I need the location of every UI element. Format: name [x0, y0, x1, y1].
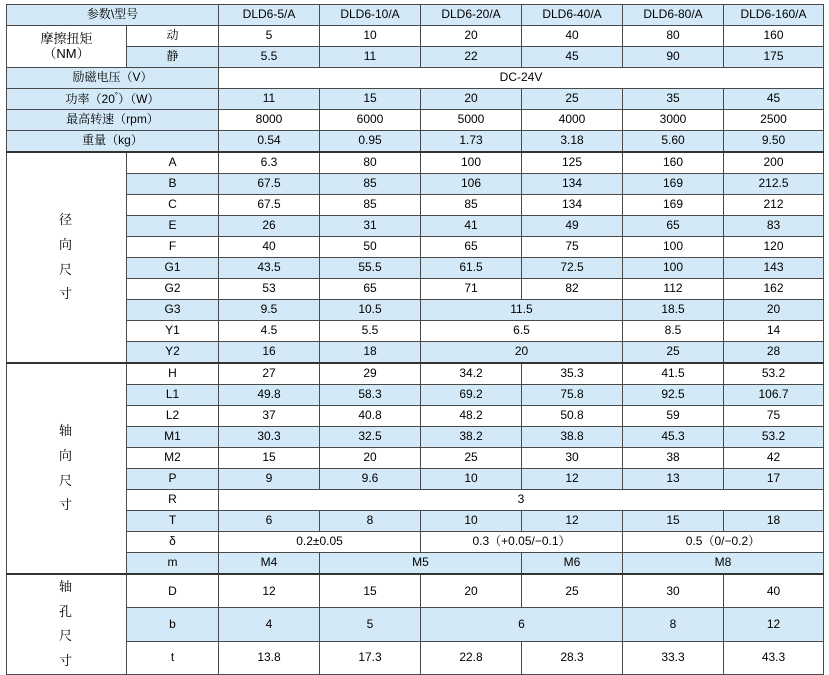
torque-dynamic-label: 动 — [127, 26, 219, 47]
voltage-label: 励磁电压（V） — [7, 68, 219, 89]
bore-b-value-5: 12 — [724, 608, 824, 641]
radial-rowlabel-Y2: Y2 — [127, 342, 219, 364]
power-value-4: 25 — [522, 89, 623, 110]
radial-F-value-4: 75 — [522, 237, 623, 258]
bore-b-value-3: 6 — [421, 608, 623, 641]
axial-row-L1 — [7, 385, 824, 406]
axial-m-value-4: M8 — [623, 553, 824, 575]
radial-C-value-1: 67.5 — [219, 195, 320, 216]
axial-R-value-1: 3 — [219, 490, 824, 511]
radial-row-E — [7, 216, 824, 237]
axial-L2-value-4: 50.8 — [522, 406, 623, 427]
radial-B-value-5: 169 — [623, 174, 724, 195]
radial-C-value-3: 85 — [421, 195, 522, 216]
torque-label: 摩擦扭矩 （NM） — [7, 26, 127, 68]
voltage-value: DC-24V — [219, 68, 824, 89]
radial-G1-value-4: 72.5 — [522, 258, 623, 279]
radial-G1-value-2: 55.5 — [320, 258, 421, 279]
bore-t-value-3: 22.8 — [421, 641, 522, 674]
torque-static-row — [7, 47, 824, 68]
bore-D-value-1: 12 — [219, 574, 320, 608]
bore-row-t — [7, 641, 824, 674]
axial-δ-value-2: 0.3（+0.05/−0.1） — [421, 532, 623, 553]
radial-E-value-3: 41 — [421, 216, 522, 237]
radial-E-value-5: 65 — [623, 216, 724, 237]
specification-table — [6, 4, 824, 675]
axial-M2-value-4: 30 — [522, 448, 623, 469]
model-header-5: DLD6-80/A — [623, 5, 724, 26]
bore-b-value-1: 4 — [219, 608, 320, 641]
axial-M2-value-2: 20 — [320, 448, 421, 469]
radial-Y1-value-4: 8.5 — [623, 321, 724, 342]
radial-row-G1 — [7, 258, 824, 279]
torque-static-value-1: 5.5 — [219, 47, 320, 68]
torque-static-value-2: 11 — [320, 47, 421, 68]
radial-F-value-5: 100 — [623, 237, 724, 258]
axial-rowlabel-M2: M2 — [127, 448, 219, 469]
radial-rowlabel-G2: G2 — [127, 279, 219, 300]
bore-rowlabel-t: t — [127, 641, 219, 674]
axial-row-δ — [7, 532, 824, 553]
axial-rowlabel-T: T — [127, 511, 219, 532]
axial-δ-value-1: 0.2±0.05 — [219, 532, 421, 553]
axial-P-value-1: 9 — [219, 469, 320, 490]
bore-D-value-4: 25 — [522, 574, 623, 608]
radial-G2-value-6: 162 — [724, 279, 824, 300]
radial-A-value-2: 80 — [320, 152, 421, 174]
axial-M1-value-2: 32.5 — [320, 427, 421, 448]
radial-G2-value-1: 53 — [219, 279, 320, 300]
axial-rowlabel-M1: M1 — [127, 427, 219, 448]
axial-P-value-3: 10 — [421, 469, 522, 490]
model-header-6: DLD6-160/A — [724, 5, 824, 26]
power-value-3: 20 — [421, 89, 522, 110]
speed-value-4: 4000 — [522, 110, 623, 131]
axial-M1-value-3: 38.2 — [421, 427, 522, 448]
torque-static-label: 静 — [127, 47, 219, 68]
axial-M2-value-5: 38 — [623, 448, 724, 469]
radial-A-value-5: 160 — [623, 152, 724, 174]
radial-G3-value-5: 20 — [724, 300, 824, 321]
axial-T-value-5: 15 — [623, 511, 724, 532]
speed-value-6: 2500 — [724, 110, 824, 131]
axial-T-value-6: 18 — [724, 511, 824, 532]
bore-row-b — [7, 608, 824, 641]
power-value-2: 15 — [320, 89, 421, 110]
axial-row-H — [7, 363, 824, 385]
weight-value-4: 3.18 — [522, 131, 623, 153]
bore-t-value-4: 28.3 — [522, 641, 623, 674]
axial-row-m — [7, 553, 824, 575]
radial-G3-value-4: 18.5 — [623, 300, 724, 321]
radial-row-G3 — [7, 300, 824, 321]
radial-G2-value-2: 65 — [320, 279, 421, 300]
axial-row-L2 — [7, 406, 824, 427]
torque-dynamic-value-5: 80 — [623, 26, 724, 47]
radial-E-value-4: 49 — [522, 216, 623, 237]
axial-rowlabel-L2: L2 — [127, 406, 219, 427]
bore-b-value-2: 5 — [320, 608, 421, 641]
torque-static-value-5: 90 — [623, 47, 724, 68]
radial-rowlabel-A: A — [127, 152, 219, 174]
power-value-1: 11 — [219, 89, 320, 110]
bore-D-value-3: 20 — [421, 574, 522, 608]
radial-A-value-1: 6.3 — [219, 152, 320, 174]
axial-M2-value-1: 15 — [219, 448, 320, 469]
radial-G3-value-2: 10.5 — [320, 300, 421, 321]
weight-row — [7, 131, 824, 153]
radial-Y2-value-3: 20 — [421, 342, 623, 364]
axial-row-M1 — [7, 427, 824, 448]
axial-M1-value-6: 53.2 — [724, 427, 824, 448]
radial-group-label: 径 向 尺 寸 — [7, 152, 127, 363]
axial-L1-value-1: 49.8 — [219, 385, 320, 406]
axial-rowlabel-P: P — [127, 469, 219, 490]
bore-t-value-5: 33.3 — [623, 641, 724, 674]
axial-H-value-5: 41.5 — [623, 363, 724, 385]
voltage-row — [7, 68, 824, 89]
bore-D-value-5: 30 — [623, 574, 724, 608]
axial-P-value-6: 17 — [724, 469, 824, 490]
axial-L1-value-4: 75.8 — [522, 385, 623, 406]
bore-t-value-2: 17.3 — [320, 641, 421, 674]
model-header-4: DLD6-40/A — [522, 5, 623, 26]
radial-A-value-3: 100 — [421, 152, 522, 174]
bore-rowlabel-D: D — [127, 574, 219, 608]
axial-H-value-6: 53.2 — [724, 363, 824, 385]
radial-G1-value-3: 61.5 — [421, 258, 522, 279]
radial-G2-value-3: 71 — [421, 279, 522, 300]
radial-Y1-value-5: 14 — [724, 321, 824, 342]
axial-row-R — [7, 490, 824, 511]
bore-t-value-6: 43.3 — [724, 641, 824, 674]
radial-Y2-value-2: 18 — [320, 342, 421, 364]
radial-E-value-1: 26 — [219, 216, 320, 237]
radial-C-value-2: 85 — [320, 195, 421, 216]
weight-value-2: 0.95 — [320, 131, 421, 153]
axial-L2-value-3: 48.2 — [421, 406, 522, 427]
radial-B-value-1: 67.5 — [219, 174, 320, 195]
axial-M1-value-1: 30.3 — [219, 427, 320, 448]
torque-dynamic-value-3: 20 — [421, 26, 522, 47]
axial-L1-value-6: 106.7 — [724, 385, 824, 406]
radial-C-value-6: 212 — [724, 195, 824, 216]
radial-rowlabel-G3: G3 — [127, 300, 219, 321]
torque-dynamic-value-6: 160 — [724, 26, 824, 47]
axial-L2-value-5: 59 — [623, 406, 724, 427]
torque-static-value-4: 45 — [522, 47, 623, 68]
axial-m-value-3: M6 — [522, 553, 623, 575]
torque-static-value-6: 175 — [724, 47, 824, 68]
axial-rowlabel-L1: L1 — [127, 385, 219, 406]
weight-value-1: 0.54 — [219, 131, 320, 153]
radial-C-value-5: 169 — [623, 195, 724, 216]
model-header-2: DLD6-10/A — [320, 5, 421, 26]
speed-value-5: 3000 — [623, 110, 724, 131]
radial-G2-value-5: 112 — [623, 279, 724, 300]
axial-rowlabel-H: H — [127, 363, 219, 385]
bore-rowlabel-b: b — [127, 608, 219, 641]
bore-b-value-4: 8 — [623, 608, 724, 641]
axial-L1-value-3: 69.2 — [421, 385, 522, 406]
speed-value-3: 5000 — [421, 110, 522, 131]
axial-L2-value-6: 75 — [724, 406, 824, 427]
radial-A-value-4: 125 — [522, 152, 623, 174]
axial-L2-value-1: 37 — [219, 406, 320, 427]
radial-Y1-value-3: 6.5 — [421, 321, 623, 342]
radial-G1-value-1: 43.5 — [219, 258, 320, 279]
axial-M1-value-4: 38.8 — [522, 427, 623, 448]
radial-G3-value-3: 11.5 — [421, 300, 623, 321]
axial-T-value-3: 10 — [421, 511, 522, 532]
model-header-1: DLD6-5/A — [219, 5, 320, 26]
axial-δ-value-3: 0.5（0/−0.2） — [623, 532, 824, 553]
power-value-6: 45 — [724, 89, 824, 110]
radial-G1-value-6: 143 — [724, 258, 824, 279]
speed-value-2: 6000 — [320, 110, 421, 131]
bore-D-value-2: 15 — [320, 574, 421, 608]
axial-H-value-4: 35.3 — [522, 363, 623, 385]
radial-E-value-2: 31 — [320, 216, 421, 237]
axial-T-value-1: 6 — [219, 511, 320, 532]
radial-row-A — [7, 152, 824, 174]
power-value-5: 35 — [623, 89, 724, 110]
radial-rowlabel-Y1: Y1 — [127, 321, 219, 342]
axial-row-T — [7, 511, 824, 532]
radial-row-Y1 — [7, 321, 824, 342]
axial-H-value-2: 29 — [320, 363, 421, 385]
speed-value-1: 8000 — [219, 110, 320, 131]
radial-row-F — [7, 237, 824, 258]
model-header-3: DLD6-20/A — [421, 5, 522, 26]
axial-M2-value-3: 25 — [421, 448, 522, 469]
axial-H-value-1: 27 — [219, 363, 320, 385]
axial-P-value-5: 13 — [623, 469, 724, 490]
radial-row-G2 — [7, 279, 824, 300]
radial-rowlabel-C: C — [127, 195, 219, 216]
radial-row-C — [7, 195, 824, 216]
bore-t-value-1: 13.8 — [219, 641, 320, 674]
radial-Y1-value-1: 4.5 — [219, 321, 320, 342]
radial-E-value-6: 83 — [724, 216, 824, 237]
axial-rowlabel-δ: δ — [127, 532, 219, 553]
axial-L1-value-5: 92.5 — [623, 385, 724, 406]
radial-F-value-2: 50 — [320, 237, 421, 258]
torque-dynamic-value-2: 10 — [320, 26, 421, 47]
axial-m-value-1: M4 — [219, 553, 320, 575]
weight-value-3: 1.73 — [421, 131, 522, 153]
radial-G2-value-4: 82 — [522, 279, 623, 300]
axial-P-value-4: 12 — [522, 469, 623, 490]
weight-value-6: 9.50 — [724, 131, 824, 153]
radial-B-value-3: 106 — [421, 174, 522, 195]
axial-P-value-2: 9.6 — [320, 469, 421, 490]
radial-G1-value-5: 100 — [623, 258, 724, 279]
bore-row-D — [7, 574, 824, 608]
axial-row-P — [7, 469, 824, 490]
torque-dynamic-value-1: 5 — [219, 26, 320, 47]
axial-row-M2 — [7, 448, 824, 469]
param-model-header: 参数\型号 — [7, 5, 219, 26]
axial-rowlabel-m: m — [127, 553, 219, 575]
speed-label: 最高转速（rpm） — [7, 110, 219, 131]
axial-M2-value-6: 42 — [724, 448, 824, 469]
axial-M1-value-5: 45.3 — [623, 427, 724, 448]
axial-T-value-2: 8 — [320, 511, 421, 532]
radial-Y2-value-5: 28 — [724, 342, 824, 364]
radial-rowlabel-F: F — [127, 237, 219, 258]
radial-C-value-4: 134 — [522, 195, 623, 216]
radial-F-value-6: 120 — [724, 237, 824, 258]
radial-F-value-1: 40 — [219, 237, 320, 258]
bore-group-label: 轴 孔 尺 寸 — [7, 574, 127, 674]
radial-G3-value-1: 9.5 — [219, 300, 320, 321]
radial-F-value-3: 65 — [421, 237, 522, 258]
radial-row-Y2 — [7, 342, 824, 364]
torque-dynamic-row — [7, 26, 824, 47]
radial-row-B — [7, 174, 824, 195]
radial-Y2-value-4: 25 — [623, 342, 724, 364]
axial-m-value-2: M5 — [320, 553, 522, 575]
speed-row — [7, 110, 824, 131]
axial-H-value-3: 34.2 — [421, 363, 522, 385]
radial-A-value-6: 200 — [724, 152, 824, 174]
weight-label: 重量（kg） — [7, 131, 219, 153]
power-label: 功率（20°）（W） — [7, 89, 219, 110]
radial-rowlabel-G1: G1 — [127, 258, 219, 279]
axial-T-value-4: 12 — [522, 511, 623, 532]
axial-L2-value-2: 40.8 — [320, 406, 421, 427]
axial-group-label: 轴 向 尺 寸 — [7, 363, 127, 574]
radial-Y2-value-1: 16 — [219, 342, 320, 364]
table-header-row — [7, 5, 824, 26]
axial-L1-value-2: 58.3 — [320, 385, 421, 406]
radial-Y1-value-2: 5.5 — [320, 321, 421, 342]
torque-static-value-3: 22 — [421, 47, 522, 68]
weight-value-5: 5.60 — [623, 131, 724, 153]
axial-rowlabel-R: R — [127, 490, 219, 511]
power-row — [7, 89, 824, 110]
radial-B-value-6: 212.5 — [724, 174, 824, 195]
radial-B-value-4: 134 — [522, 174, 623, 195]
radial-B-value-2: 85 — [320, 174, 421, 195]
torque-dynamic-value-4: 40 — [522, 26, 623, 47]
radial-rowlabel-B: B — [127, 174, 219, 195]
radial-rowlabel-E: E — [127, 216, 219, 237]
bore-D-value-6: 40 — [724, 574, 824, 608]
